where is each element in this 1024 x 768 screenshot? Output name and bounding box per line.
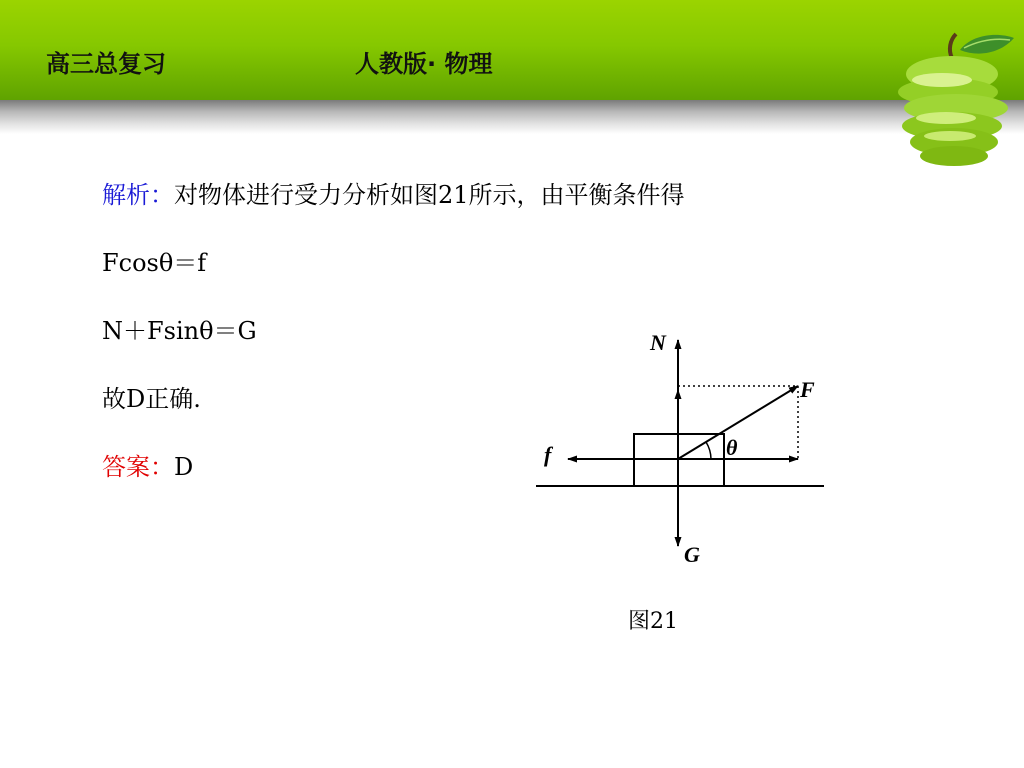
equation-vertical: N＋Fsinθ＝G [102,317,257,345]
label-f: f [544,442,552,467]
apple-logo-icon [890,28,1020,168]
header-shadow [0,100,1024,134]
equation-horizontal: Fcosθ＝f [102,249,207,277]
label-G: G [684,542,700,567]
analysis-line [102,180,685,210]
edition-subject: 人教版· 物理 [355,50,493,78]
answer-value: D [174,453,194,481]
angle-arc [706,442,711,459]
course-title: 高三总复习 [46,50,166,78]
conclusion-text: 故D正确. [102,385,201,413]
analysis-text: 对物体进行受力分析如图21所示，由平衡条件得 [174,181,685,209]
answer-label: 答案： [102,453,174,481]
analysis-label: 解析： [102,181,174,209]
label-theta: θ [726,435,738,460]
force-diagram [530,322,840,582]
label-F: F [800,377,815,402]
header-banner [0,0,1024,100]
figure-caption: 图21 [628,609,678,634]
answer-line [102,452,193,482]
applied-force-arrow [678,386,798,459]
label-N: N [650,330,666,355]
